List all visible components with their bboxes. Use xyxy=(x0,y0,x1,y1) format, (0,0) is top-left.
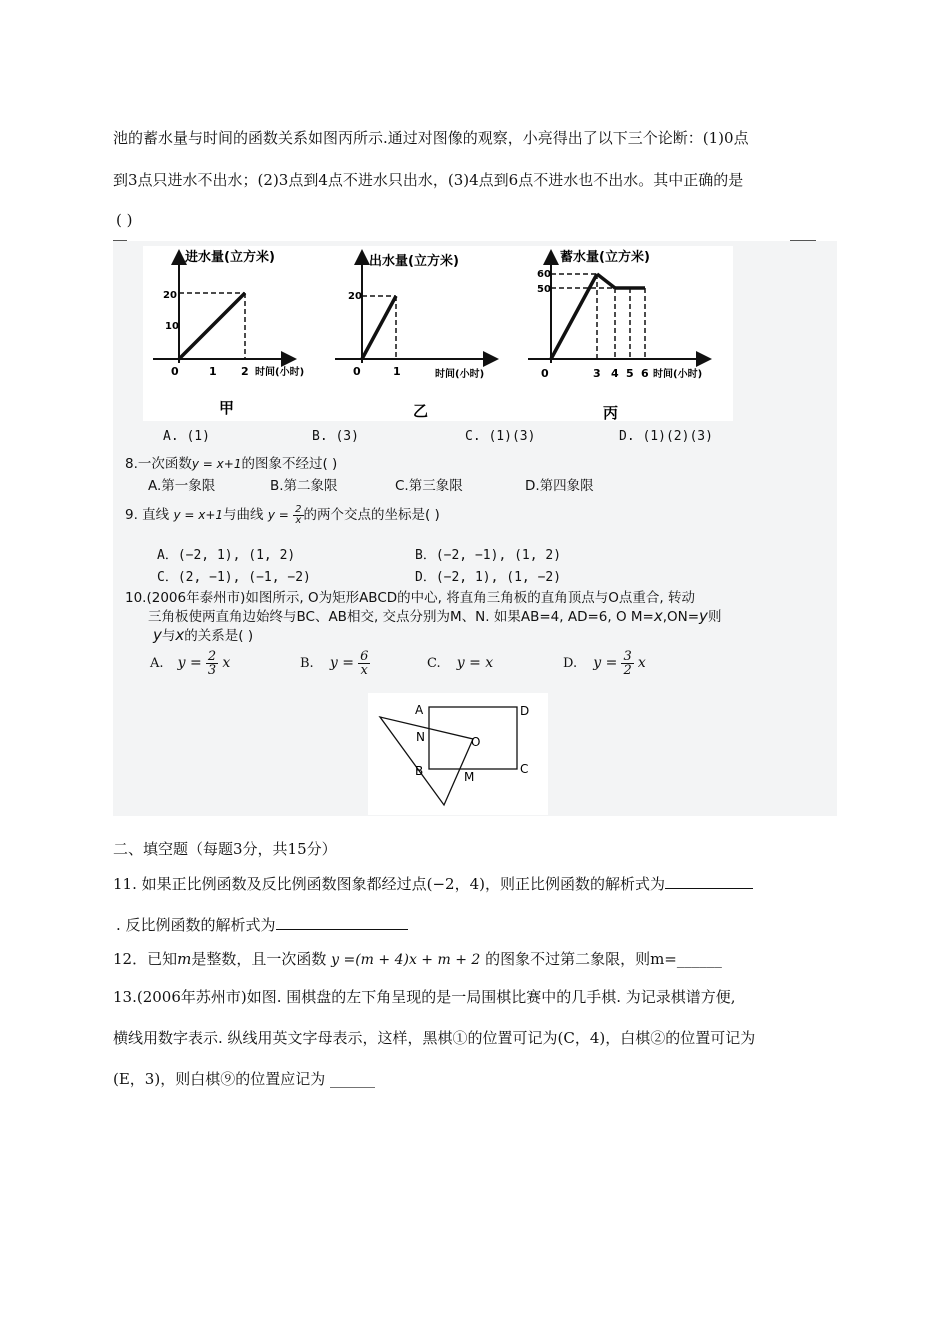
graph-yi-xlabel: 时间(小时) xyxy=(435,369,485,380)
q10-line-1: 10.(2006年泰州市)如图所示, O为矩形ABCD的中心, 将直角三角板的直角顶点与O点重合, 转动 xyxy=(125,590,695,606)
q10-line-2 xyxy=(148,605,721,625)
q8-stem-b: 的图象不经过( ) xyxy=(241,456,338,472)
q7-option-a: A. (1) xyxy=(163,429,210,444)
intro-line-3: ( ) xyxy=(116,211,133,229)
q10-line-3-mid: 与 xyxy=(161,628,176,644)
q9-curve-lhs: y = xyxy=(267,508,289,522)
graph-jia-xtick-0: 0 xyxy=(171,365,179,378)
intro-line-2: 到3点只进水不出水；(2)3点到4点不进水只出水，(3)4点到6点不进水也不出水。其中正确的是 xyxy=(113,171,744,189)
q12-func: y =(m + 4)x + m + 2 xyxy=(331,952,481,968)
label-n: N xyxy=(416,730,425,744)
graph-jia-ylabel: 进水量(立方米) xyxy=(185,250,275,265)
q13-line-3: (E，3)，则白棋⑨的位置应记为 ______ xyxy=(113,1070,375,1088)
q12-m: m xyxy=(177,950,192,968)
label-a: A xyxy=(415,703,424,717)
q8-option-b: B.第二象限 xyxy=(270,478,338,494)
q10-option-a-var: x xyxy=(222,655,231,671)
graph-bing-xtick-3: 3 xyxy=(593,367,601,380)
q9-stem-b: 与曲线 xyxy=(223,507,264,523)
q11-blank-1 xyxy=(665,874,753,889)
q9-option-a: A．(−2, 1), (1, 2) xyxy=(157,548,296,563)
graph-yi-xtick-0: 0 xyxy=(353,365,361,378)
q10-line-3-y: y xyxy=(153,626,162,644)
graph-jia-xlabel: 时间(小时) xyxy=(255,367,305,378)
q10-option-b xyxy=(300,643,370,683)
q8-option-c: C.第三象限 xyxy=(395,478,463,494)
q9-option-d: D．(−2, 1), (1, −2) xyxy=(415,570,562,585)
q10-option-d-label: D. xyxy=(563,656,578,671)
q11-line-1 xyxy=(113,873,753,894)
q9-curve-fraction xyxy=(293,505,303,526)
q10-var-x: x xyxy=(653,607,663,625)
graph-jia-caption: 甲 xyxy=(219,399,235,417)
graph-jia-xtick-2: 2 xyxy=(241,365,249,378)
q8-stem-a: 8.一次函数 xyxy=(125,456,192,472)
graph-bing-xlabel: 时间(小时) xyxy=(653,369,703,380)
q8-option-d: D.第四象限 xyxy=(525,478,594,494)
q7-option-d: D. (1)(2)(3) xyxy=(619,429,713,444)
graph-bing-ylabel: 蓄水量(立方米) xyxy=(560,250,650,265)
q9-func: y = x+1 xyxy=(173,508,224,522)
q10-option-d-var: x xyxy=(637,655,646,671)
graph-jia-xtick-1: 1 xyxy=(209,365,217,378)
q9-option-c: C．(2, −1), (−1, −2) xyxy=(157,570,311,585)
graph-yi-xtick-1: 1 xyxy=(393,365,401,378)
q10-option-d-lhs: y = xyxy=(593,655,618,671)
q9-curve-num: 2 xyxy=(295,503,302,515)
q13-line-1: 13.(2006年苏州市)如图. 围棋盘的左下角呈现的是一局围棋比赛中的几手棋. 为记录棋谱方便, xyxy=(113,988,736,1006)
q10-var-y: y xyxy=(699,607,708,625)
graph-jia-ytick-10: 10 xyxy=(165,321,179,332)
q10-line-2a: 三角板使两直角边始终与BC、AB相交, 交点分别为M、N. 如果AB=4, AD=6, O M= xyxy=(148,609,654,625)
q10-option-b-lhs: y = xyxy=(329,655,354,671)
label-m: M xyxy=(464,770,475,784)
q10-option-a-num: 2 xyxy=(207,649,217,664)
q10-option-b-fraction xyxy=(358,650,370,677)
graph-yi-ylabel: 出水量(立方米) xyxy=(369,254,459,269)
label-b: B xyxy=(415,764,424,778)
graph-yi-caption: 乙 xyxy=(413,402,429,420)
q7-option-b: B. (3) xyxy=(312,429,359,444)
q10-line-2c: 则 xyxy=(707,609,722,625)
q10-option-c xyxy=(427,643,493,683)
q9-stem-a: 9. 直线 xyxy=(125,507,170,523)
q11-line-2-text: . 反比例函数的解析式为 xyxy=(116,916,276,934)
q10-line-3 xyxy=(153,624,253,644)
graph-jia-ytick-20: 20 xyxy=(163,290,177,301)
label-o: O xyxy=(471,735,481,749)
q8-option-a: A.第一象限 xyxy=(148,478,216,494)
q9-stem xyxy=(125,500,440,530)
q10-option-b-den: x xyxy=(360,663,368,678)
section-2-title: 二、填空题（每题3分，共15分） xyxy=(113,840,337,858)
q13-line-2: 横线用数字表示. 纵线用英文字母表示，这样，黑棋①的位置可记为(C，4)，白棋②的位置可记为 xyxy=(113,1029,756,1047)
q9-stem-c: 的两个交点的坐标是( ) xyxy=(303,507,440,523)
q10-option-d-den: 2 xyxy=(623,663,632,678)
q7-option-c: C. (1)(3) xyxy=(465,429,536,444)
q10-option-c-label: C. xyxy=(427,656,441,671)
q11-line-1-text: 11. 如果正比例函数及反比例函数图象都经过点(−2，4)，则正比例函数的解析式为 xyxy=(113,875,665,893)
q10-option-d xyxy=(563,643,646,683)
q10-option-a-lhs: y = xyxy=(177,655,202,671)
graph-bing-xtick-5: 5 xyxy=(626,367,634,380)
graph-bing-caption: 丙 xyxy=(603,404,619,422)
intro-line-1: 池的蓄水量与时间的函数关系如图丙所示.通过对图像的观察，小亮得出了以下三个论断：(1)0点 xyxy=(113,129,749,147)
graph-bing-ytick-50: 50 xyxy=(537,284,551,295)
q10-line-3-end: 的关系是( ) xyxy=(184,628,254,644)
label-d: D xyxy=(520,704,530,718)
q8-stem xyxy=(125,452,337,472)
q9-option-b: B．(−2, −1), (1, 2) xyxy=(415,548,562,563)
label-c: C xyxy=(520,762,529,776)
q10-option-c-expr: y = x xyxy=(456,655,494,671)
q12-part-1: 12．已知 xyxy=(113,950,178,968)
q8-func: y = x+1 xyxy=(191,457,242,471)
graph-yi-ytick-20: 20 xyxy=(348,291,362,302)
q10-option-d-num: 3 xyxy=(623,649,632,664)
water-graphs xyxy=(113,241,837,426)
graph-bing-xtick-0: 0 xyxy=(541,367,549,380)
graph-bing-xtick-6: 6 xyxy=(641,367,649,380)
graph-bing-xtick-4: 4 xyxy=(611,367,619,380)
q10-option-a-den: 3 xyxy=(207,663,217,678)
q11-blank-2 xyxy=(276,915,408,930)
q10-option-d-fraction xyxy=(621,650,633,677)
q12-part-3: 的图象不过第二象限，则m=______ xyxy=(485,950,722,968)
q10-option-a-fraction xyxy=(206,650,218,677)
q12-part-2: 是整数，且一次函数 xyxy=(191,950,327,968)
q10-figure xyxy=(368,693,548,815)
q11-line-2 xyxy=(116,914,408,935)
q10-option-b-num: 6 xyxy=(360,649,369,664)
q10-option-a-label: A. xyxy=(150,656,164,671)
q10-line-2b: ,ON= xyxy=(662,609,700,625)
graph-bing-ytick-60: 60 xyxy=(537,269,551,280)
q10-line-3-x: x xyxy=(175,626,185,644)
q10-option-a xyxy=(150,643,230,683)
q10-option-b-label: B. xyxy=(300,656,314,671)
q9-curve-den: x xyxy=(295,514,302,526)
q12-line xyxy=(113,948,722,969)
